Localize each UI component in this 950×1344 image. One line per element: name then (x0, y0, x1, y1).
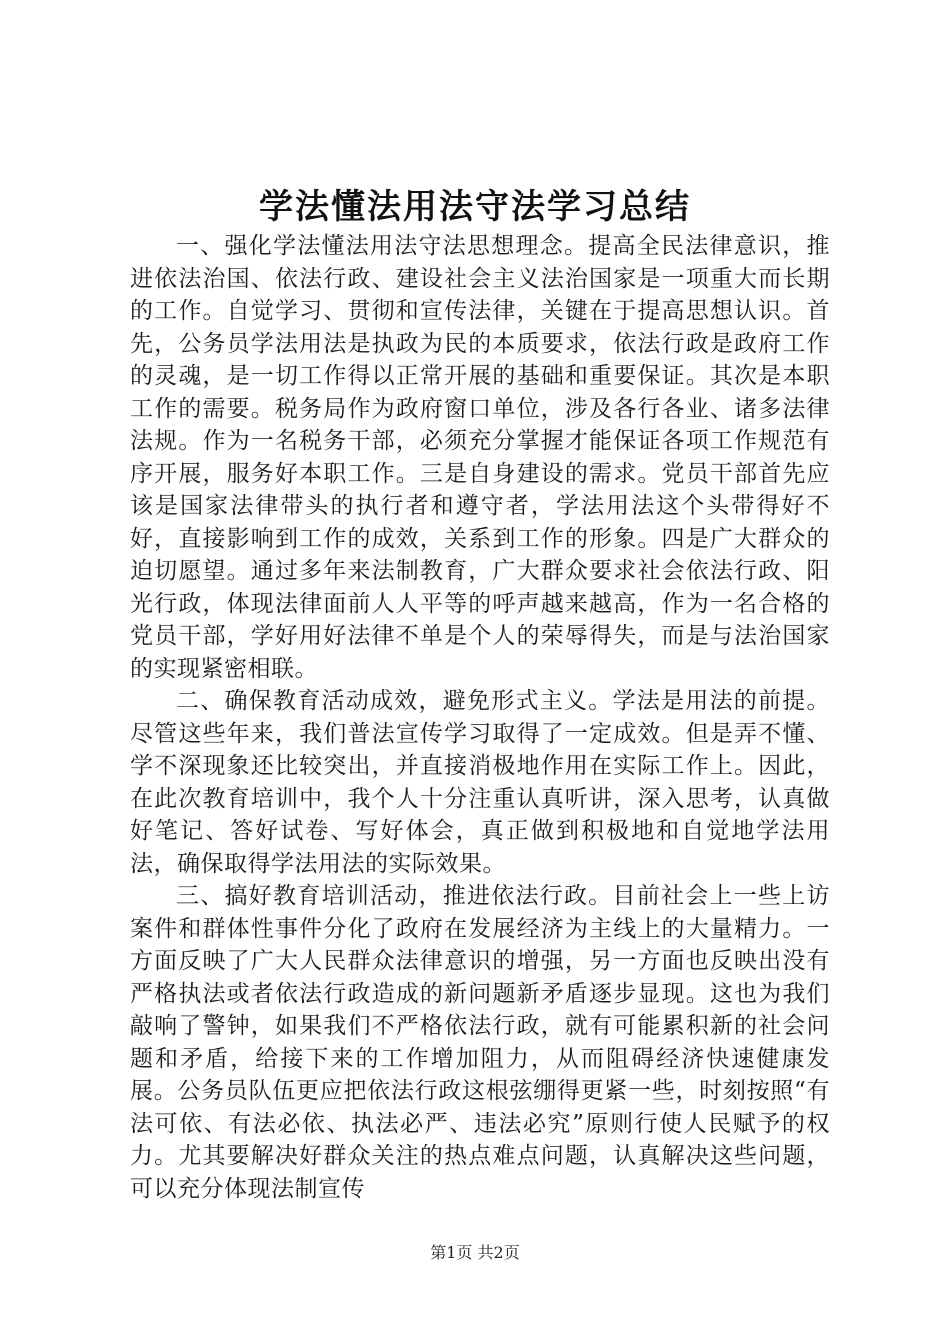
page-footer: 第1页 共2页 (430, 1243, 520, 1262)
document-title: 学法懂法用法守法学习总结 (259, 187, 691, 227)
paragraph-2: 二、确保教育活动成效，避免形式主义。学法是用法的前提。尽管这些年来，我们普法宣传学习取得了一定成效。但是弄不懂、学不深现象还比较突出，并直接消极地作用在实际工作上。因此，在此次教育培训中，我个人十分注重认真听讲，深入思考，认真做好笔记、答好试卷、写好体会，真正做到积极地和自觉地学法用法，确保取得学法用法的实际效果。 (130, 688, 830, 877)
document-body (130, 230, 830, 1205)
paragraph-1: 一、强化学法懂法用法守法思想理念。提高全民法律意识，推进依法治国、依法行政、建设社会主义法治国家是一项重大而长期的工作。自觉学习、贯彻和宣传法律，关键在于提高思想认识。首先，公务员学法用法是执政为民的本质要求，依法行政是政府工作的灵魂，是一切工作得以正常开展的基础和重要保证。其次是本职工作的需要。税务局作为政府窗口单位，涉及各行各业、诸多法律法规。作为一名税务干部，必须充分掌握才能保证各项工作规范有序开展，服务好本职工作。三是自身建设的需求。党员干部首先应该是国家法律带头的执行者和遵守者，学法用法这个头带得好不好，直接影响到工作的成效，关系到工作的形象。四是广大群众的迫切愿望。通过多年来法制教育，广大群众要求社会依法行政、阳光行政，体现法律面前人人平等的呼声越来越高，作为一名合格的党员干部，学好用好法律不单是个人的荣辱得失，而是与法治国家的实现紧密相联。 (130, 233, 830, 682)
paragraph-3: 三、搞好教育培训活动，推进依法行政。目前社会上一些上访案件和群体性事件分化了政府在发展经济为主线上的大量精力。一方面反映了广大人民群众法律意识的增强，另一方面也反映出没有严格执法或者依法行政造成的新问题新矛盾逐步显现。这也为我们敲响了警钟，如果我们不严格依法行政，就有可能累积新的社会问题和矛盾，给接下来的工作增加阻力，从而阻碍经济快速健康发展。公务员队伍更应把依法行政这根弦绷得更紧一些，时刻按照“有法可依、有法必依、执法必严、违法必究”原则行使人民赋予的权力。尤其要解决好群众关注的热点难点问题，认真解决这些问题，可以充分体现法制宣传 (130, 883, 830, 1202)
